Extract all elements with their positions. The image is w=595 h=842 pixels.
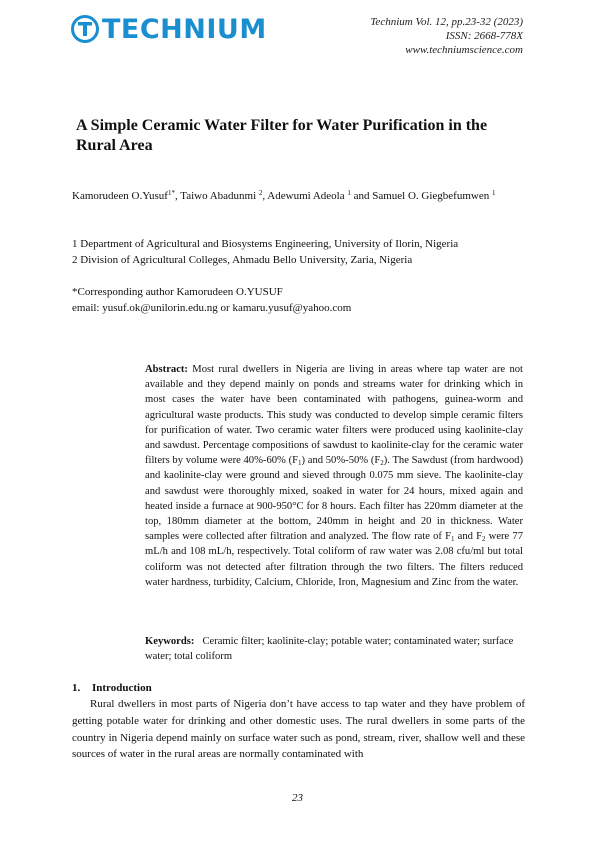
keywords-text: Ceramic filter; kaolinite-clay; potable water; contaminated water; surface water; total coliform (145, 636, 514, 663)
abstract-label: Abstract: (145, 364, 188, 375)
journal-info (370, 15, 523, 57)
section-number: 1. (72, 682, 81, 694)
affiliation-2: 2 Division of Agricultural Colleges, Ahmadu Bello University, Zaria, Nigeria (72, 254, 413, 266)
author-name: Kamorudeen O.Yusuf (72, 190, 168, 202)
affiliation-1: 1 Department of Agricultural and Biosystems Engineering, University of Ilorin, Nigeria (72, 238, 459, 250)
author-affiliation-mark: 1 (491, 189, 496, 197)
author-list (72, 188, 522, 204)
logo-text: TECHNIUM (102, 13, 267, 45)
technium-logo-icon (70, 14, 100, 44)
abstract-text: ). The Sawdust (from hardwood) and kaolinite-clay were ground and sieved through 0.075 mm sieve. The kaolinite-clay and sawdust were thoroughly mixed, soaked in water for 24 hours, mixed again and heated inside a furnace at 900-950°C for 8 hours. Each filter has 220mm diameter at the top, 180mm diameter at the bottom, 240mm in height and 20 in thickness. Water samples were collected after filtration and analyzed. The flow rate of F (145, 455, 523, 543)
section-title: Introduction (92, 682, 152, 694)
subscript: 1 (451, 535, 455, 544)
abstract-text: ) and 50%-50% (F (301, 455, 381, 467)
abstract-text: and F (454, 531, 483, 543)
page-number: 23 (292, 792, 303, 804)
author-name: and Samuel O. Giegbefumwen (350, 190, 490, 202)
subscript: 2 (380, 459, 384, 468)
corresponding-author: *Corresponding author Kamorudeen O.YUSUF (72, 286, 283, 298)
author-name: , Adewumi Adeola (262, 190, 345, 202)
author-affiliation-mark: 1 (347, 189, 351, 197)
author-affiliation-mark: 2 (258, 189, 263, 197)
abstract (145, 362, 523, 590)
introduction-paragraph: Rural dwellers in most parts of Nigeria don’t have access to tap water and they have problem of getting potable water for drinking and other domestic uses. The rural dwellers in some parts of the country in Nigeria depend mainly on surface water such as pond, stream, river, shallow well and these sources of water in the rural areas are normally contaminated with (72, 698, 525, 761)
keywords-label: Keywords: (145, 636, 195, 647)
subscript: 1 (298, 459, 302, 468)
subscript: 2 (482, 535, 486, 544)
paper-title: A Simple Ceramic Water Filter for Water Purification in the Rural Area (76, 117, 488, 154)
author-email[interactable]: email: yusuf.ok@unilorin.edu.ng or kamaru.yusuf@yahoo.com (72, 302, 352, 314)
section-heading-introduction (72, 682, 152, 694)
abstract-text: Most rural dwellers in Nigeria are living in areas where tap water are not available and they depend mainly on ponds and streams water for drinking which in most cases the water have been contaminated with pathogens, guinea-worm and agricultural waste products. This study was conducted to develop simple ceramic filters for purification of water. Two ceramic water filters were produced using kaolinite-clay and sawdust. Percentage compositions of sawdust to kaolinite-clay for the ceramic water filters by volume were 40%-60% (F (145, 364, 523, 467)
keywords (145, 634, 523, 664)
journal-website[interactable]: www.techniumscience.com (405, 44, 523, 56)
author-name: , Taiwo Abadunmi (174, 190, 257, 202)
journal-volume: Technium Vol. 12, pp.23-32 (2023) (370, 16, 523, 28)
abstract-text: were 77 mL/h and 108 mL/h, respectively. Total coliform of raw water was 2.08 cfu/ml but total coliform was not detected after filtration through the two filters. The filters reduced water hardness, turbidity, Calcium, Chloride, Iron, Magnesium and Zinc from the water. (145, 531, 524, 588)
author-affiliation-mark: 1* (167, 189, 175, 197)
journal-logo (70, 12, 267, 46)
journal-issn: ISSN: 2668-778X (445, 30, 523, 42)
